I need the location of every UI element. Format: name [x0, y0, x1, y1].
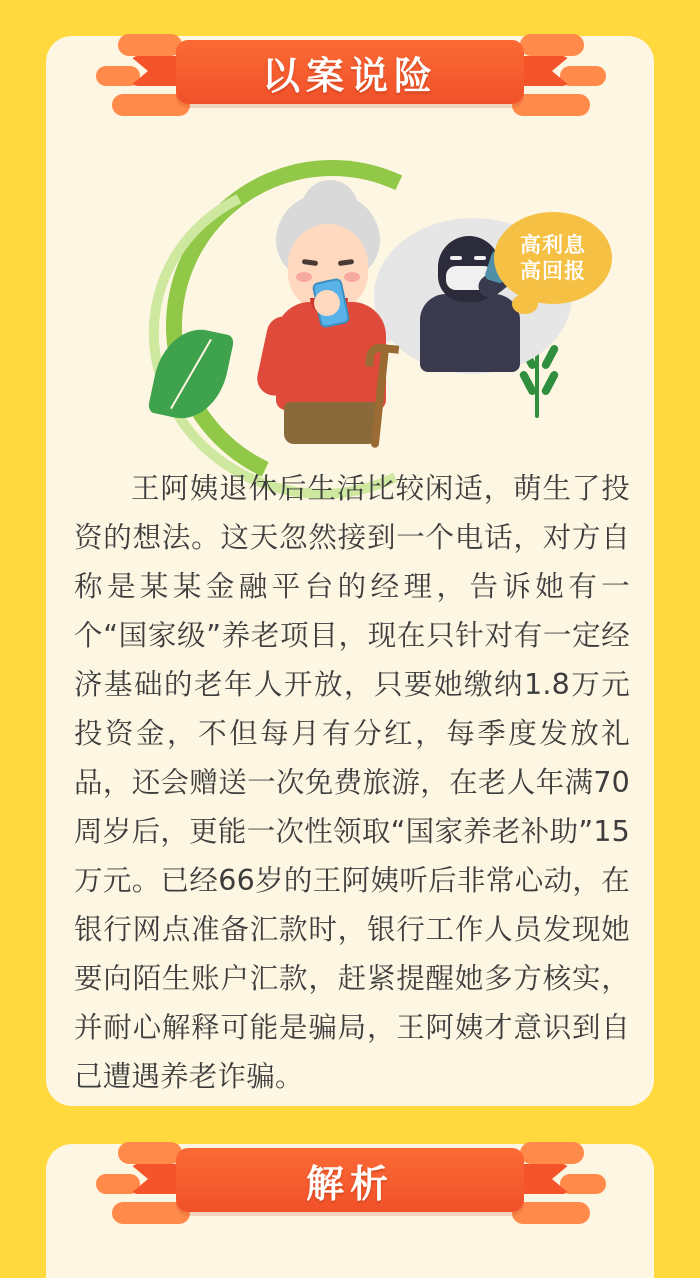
callout-bubble — [494, 212, 612, 304]
case-paragraph: 王阿姨退休后生活比较闲适，萌生了投资的想法。这天忽然接到一个电话，对方自称是某某金融平台的经理，告诉她有一个“国家级”养老项目，现在只针对有一定经济基础的老年人开放，只要她缴纳1.8万元投资金，不但每月有分红，每季度发放礼品，还会赠送一次免费旅游，在老人年满70周岁后，更能一次性领取“国家养老补助”15万元。已经66岁的王阿姨听后非常心动，在银行网点准备汇款时，银行工作人员发现她要向陌生账户汇款，赶紧提醒她多方核实，并耐心解释可能是骗局，王阿姨才意识到自己遭遇养老诈骗。 — [74, 472, 630, 1093]
analysis-banner-title: 解析 — [305, 1161, 394, 1206]
illustration — [46, 150, 654, 450]
elderly-woman-figure — [258, 194, 408, 444]
callout-line-1: 高利息 — [520, 232, 586, 257]
analysis-content-card — [46, 1144, 654, 1278]
callout-line-2: 高回报 — [520, 259, 586, 283]
case-banner-title: 以案说险 — [261, 53, 438, 98]
